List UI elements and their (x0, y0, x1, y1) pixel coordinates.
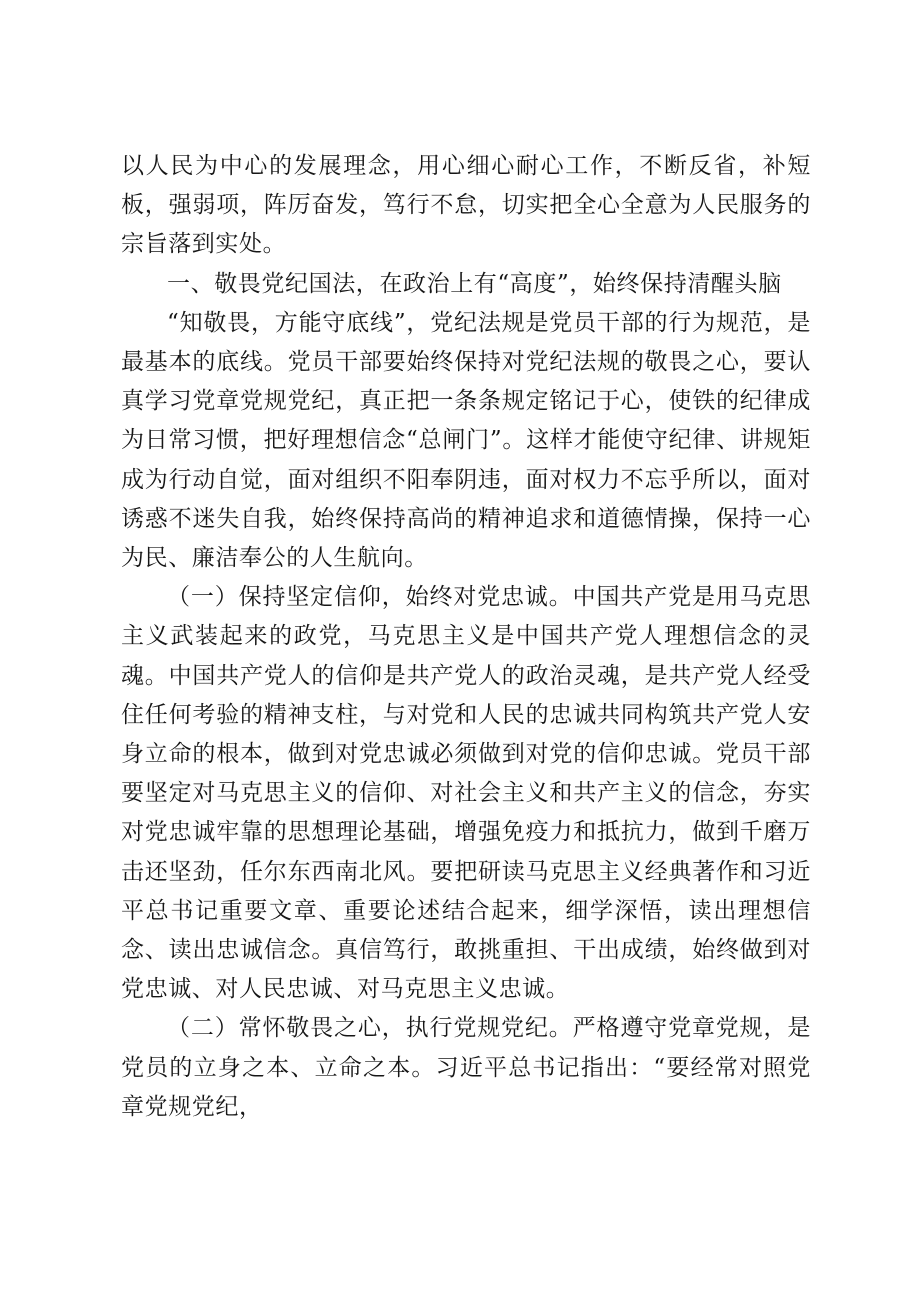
paragraph-continuation: 以人民为中心的发展理念，用心细心耐心工作，不断反省，补短板，强弱项，阵厉奋发，笃行不怠，切实把全心全意为人民服务的宗旨落到实处。 (121, 153, 811, 258)
paragraph-discipline: “知敬畏，方能守底线”，党纪法规是党员干部的行为规范，是最基本的底线。党员干部要始终保持对党纪法规的敬畏之心，要认真学习党章党规党纪，真正把一条条规定铭记于心，使铁的纪律成为日常习惯，把好理想信念“总闸门”。这样才能使守纪律、讲规矩成为行动自觉，面对组织不阳奉阴违，面对权力不忘乎所以，面对诱惑不迷失自我，始终保持高尚的精神追求和道德情操，保持一心为民、廉洁奉公的人生航向。 (121, 309, 811, 572)
paragraph-reverence: （二）常怀敬畏之心，执行党规党纪。严格遵守党章党规，是党员的立身之本、立命之本。习近平总书记指出：“要经常对照党章党规党纪， (121, 1015, 811, 1120)
section-heading: 一、敬畏党纪国法，在政治上有“高度”，始终保持清醒头脑 (167, 270, 782, 297)
paragraph-loyalty: （一）保持坚定信仰，始终对党忠诚。中国共产党是用马克思主义武装起来的政党，马克思主义是中国共产党人理想信念的灵魂。中国共产党人的信仰是共产党人的政治灵魂，是共产党人经受住任何考验的精神支柱，与对党和人民的忠诚共同构筑共产党人安身立命的根本，做到对党忠诚必须做到对党的信仰忠诚。党员干部要坚定对马克思主义的信仰、对社会主义和共产主义的信念，夯实对党忠诚牢靠的思想理论基础，增强免疫力和抵抗力，做到千磨万击还坚劲，任尔东西南北风。要把研读马克思主义经典著作和习近平总书记重要文章、重要论述结合起来，细学深悟，读出理想信念、读出忠诚信念。真信笃行，敢挑重担、干出成绩，始终做到对党忠诚、对人民忠诚、对马克思主义忠诚。 (121, 584, 811, 1003)
document-body (121, 147, 811, 1127)
